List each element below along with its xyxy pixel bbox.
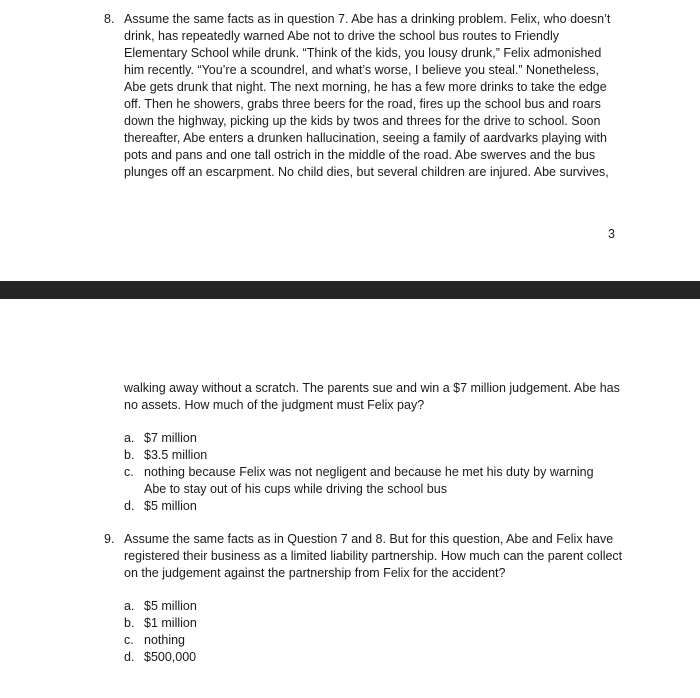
page-break-divider [0, 281, 700, 299]
option-text: $500,000 [144, 650, 197, 664]
question-8-option-c [124, 464, 604, 498]
option-text: $1 million [144, 616, 197, 630]
option-letter: a. [124, 599, 135, 613]
option-text: nothing because Felix was not negligent and because he met his duty by warning Abe to stay out of his cups while driving the school bus [144, 465, 594, 496]
question-8-text-part1: Assume the same facts as in question 7. Abe has a drinking problem. Felix, who doesn’t drink, has repeatedly warned Abe not to drive the school bus routes to Friendly Elementary School while drunk. “Think of the kids, you lousy drunk,” Felix admonished him recently. “You’re a scoundrel, and what’s worse, I believe you steal.” Nonetheless, Abe gets drunk that night. The next morning, he has a few more drinks to take the edge off. Then he showers, grabs three beers for the road, fires up the school bus and roars down the highway, picking up the kids by twos and threes for the drive to school. Soon thereafter, Abe enters a drunken hallucination, seeing a family of aardvarks playing with pots and pans and one tall ostrich in the middle of the road. Abe swerves and the bus plunges off an escarpment. No child dies, but several children are injured. Abe survives, [124, 12, 611, 179]
question-9-text: Assume the same facts as in Question 7 and 8. But for this question, Abe and Felix have registered their business as a limited liability partnership. How much can the parent collect on the judgement against the partnership from Felix for the accident? [124, 532, 623, 580]
option-text: $7 million [144, 431, 197, 445]
question-8-number: 8. [104, 12, 115, 26]
option-text: nothing [144, 633, 186, 647]
option-letter: d. [124, 499, 135, 513]
question-9-number: 9. [104, 532, 115, 546]
page-number: 3 [608, 227, 615, 241]
option-letter: d. [124, 650, 135, 664]
option-letter: a. [124, 431, 135, 445]
option-letter: c. [124, 633, 134, 647]
option-text: $5 million [144, 499, 197, 513]
page-lower-section [0, 299, 700, 698]
page-upper-section [0, 0, 700, 281]
question-8-text-part2: walking away without a scratch. The parents sue and win a $7 million judgement. Abe has no assets. How much of the judgment must Felix pay? [124, 381, 620, 412]
option-letter: c. [124, 465, 134, 479]
option-letter: b. [124, 448, 135, 462]
option-text: $5 million [144, 599, 197, 613]
option-text: $3.5 million [144, 448, 208, 462]
option-letter: b. [124, 616, 135, 630]
